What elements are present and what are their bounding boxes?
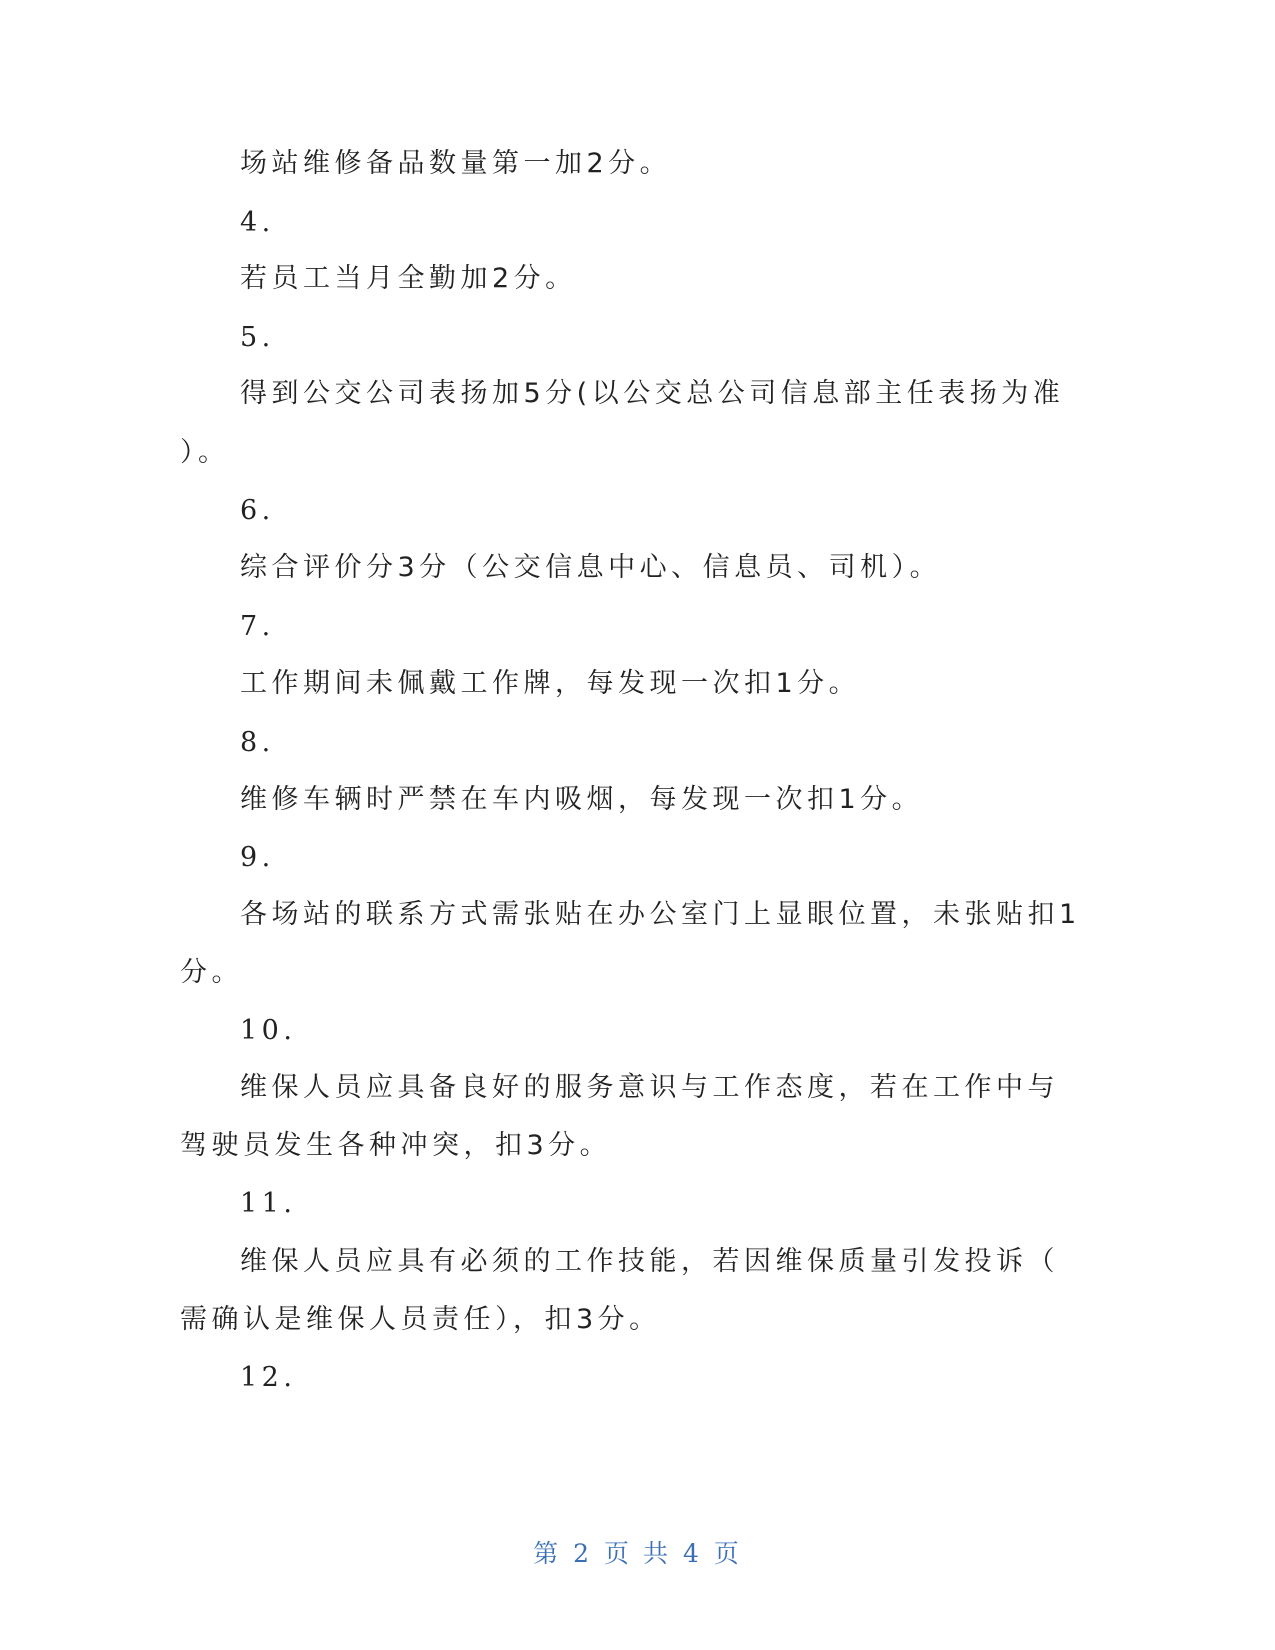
current-page-number: 2 [573, 1539, 593, 1568]
body-line: 场站维修备品数量第一加2分。 [240, 148, 672, 179]
body-line: 维修车辆时严禁在车内吸烟，每发现一次扣1分。 [240, 784, 924, 815]
item-number: 12. [240, 1362, 297, 1393]
body-line: 得到公交公司表扬加5分(以公交总公司信息部主任表扬为准 [240, 378, 1065, 409]
body-line: 综合评价分3分（公交信息中心、信息员、司机）。 [240, 552, 942, 583]
body-line: 若员工当月全勤加2分。 [240, 263, 577, 294]
body-line: ）。 [180, 437, 230, 468]
body-line: 各场站的联系方式需张贴在办公室门上显眼位置，未张贴扣1 [240, 899, 1081, 930]
item-number: 5. [240, 322, 275, 353]
footer-middle: 页 共 [604, 1539, 671, 1568]
body-line: 维保人员应具有必须的工作技能，若因维保质量引发投诉（ [240, 1246, 1059, 1277]
item-number: 9. [240, 842, 275, 873]
body-line: 驾驶员发生各种冲突，扣3分。 [180, 1130, 612, 1161]
item-number: 10. [240, 1015, 297, 1046]
footer-suffix: 页 [713, 1539, 742, 1568]
body-line: 维保人员应具备良好的服务意识与工作态度，若在工作中与 [240, 1072, 1059, 1103]
item-number: 8. [240, 727, 275, 758]
item-number: 7. [240, 611, 275, 642]
item-number: 11. [240, 1188, 297, 1219]
body-line: 需确认是维保人员责任），扣3分。 [180, 1304, 661, 1335]
body-line: 分。 [180, 957, 243, 988]
item-number: 4. [240, 207, 275, 238]
item-number: 6. [240, 495, 275, 526]
total-pages-number: 4 [682, 1539, 702, 1568]
body-line: 工作期间未佩戴工作牌，每发现一次扣1分。 [240, 668, 861, 699]
footer-prefix: 第 [533, 1539, 562, 1568]
page-footer [0, 1534, 1275, 1570]
